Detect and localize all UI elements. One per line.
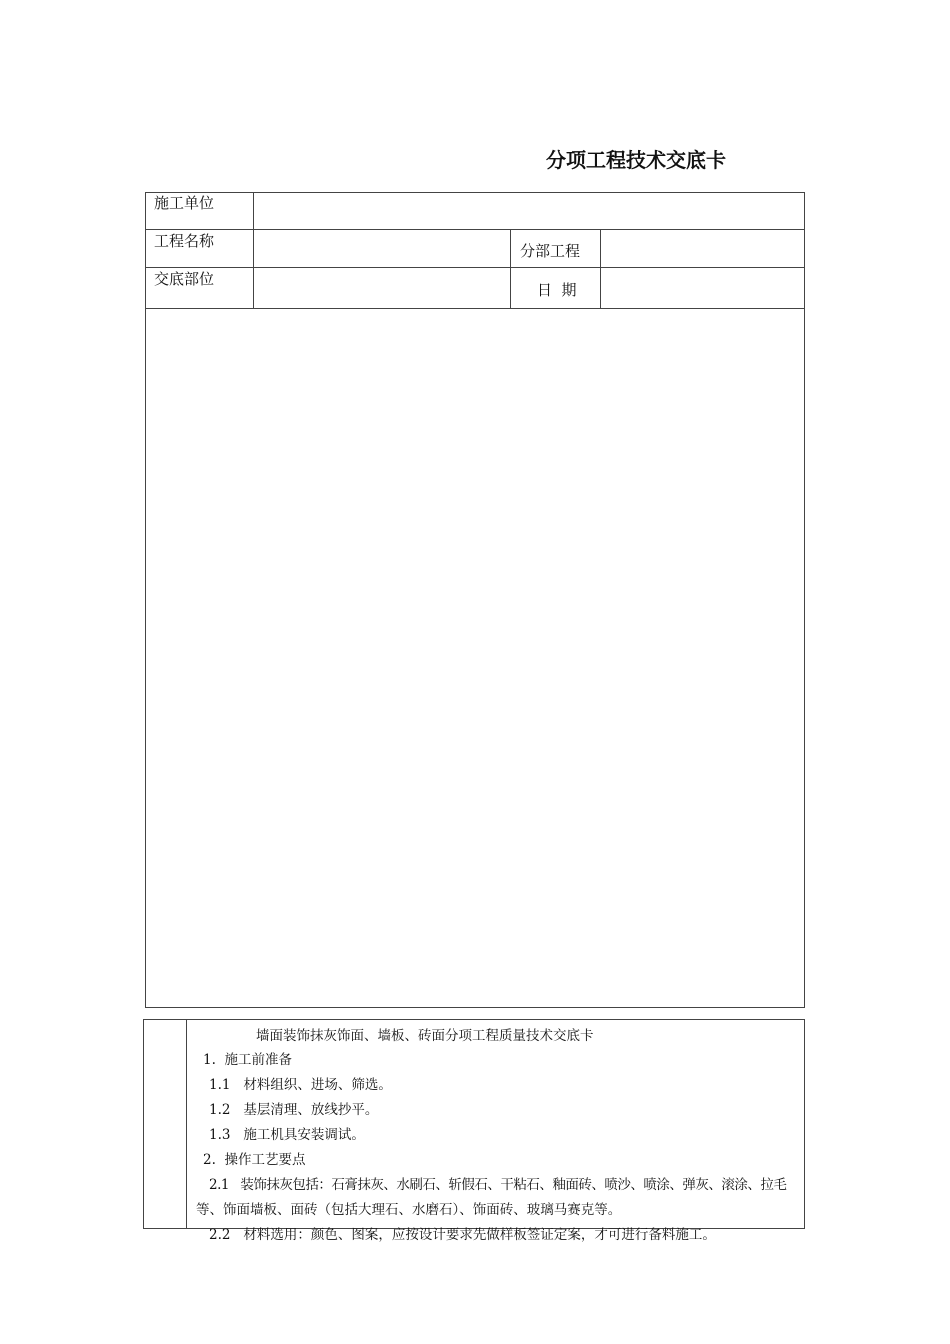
construction-unit-field[interactable] [254, 193, 804, 229]
date-field[interactable] [601, 268, 804, 308]
date-label: 日 期 [537, 281, 577, 299]
detail-line: 1.1 材料组织、进场、筛选。 [209, 1077, 392, 1093]
project-name-label: 工程名称 [154, 232, 215, 250]
sub-project-field[interactable] [601, 230, 804, 267]
sub-project-label: 分部工程 [520, 242, 581, 260]
handover-content-area[interactable] [146, 309, 804, 1007]
detail-heading: 墙面装饰抹灰饰面、墙板、砖面分项工程质量技术交底卡 [256, 1028, 594, 1044]
detail-line: 等、饰面墙板、面砖（包括大理石、水磨石）、饰面砖、玻璃马赛克等。 [196, 1202, 622, 1218]
detail-line: 1.2 基层清理、放线抄平。 [209, 1102, 379, 1118]
handover-part-field[interactable] [254, 268, 510, 308]
handover-part-label: 交底部位 [154, 270, 215, 288]
construction-unit-label: 施工单位 [154, 194, 215, 212]
detail-line: 1. 施工前准备 [203, 1052, 292, 1068]
detail-line: 1.3 施工机具安装调试。 [209, 1127, 365, 1143]
detail-line: 2. 操作工艺要点 [203, 1152, 306, 1168]
table-col-divider [510, 229, 511, 308]
detail-line: 2.1 装饰抹灰包括：石膏抹灰、水刷石、斩假石、干粘石、釉面砖、喷沙、喷涂、弹灰、滚涂、拉毛 [209, 1177, 787, 1193]
detail-line: 2.2 材料选用：颜色、图案，应按设计要求先做样板签证定案，才可进行备料施工。 [209, 1227, 716, 1243]
project-name-field[interactable] [254, 230, 510, 267]
detail-column-divider [186, 1019, 187, 1229]
page-title: 分项工程技术交底卡 [546, 148, 726, 172]
